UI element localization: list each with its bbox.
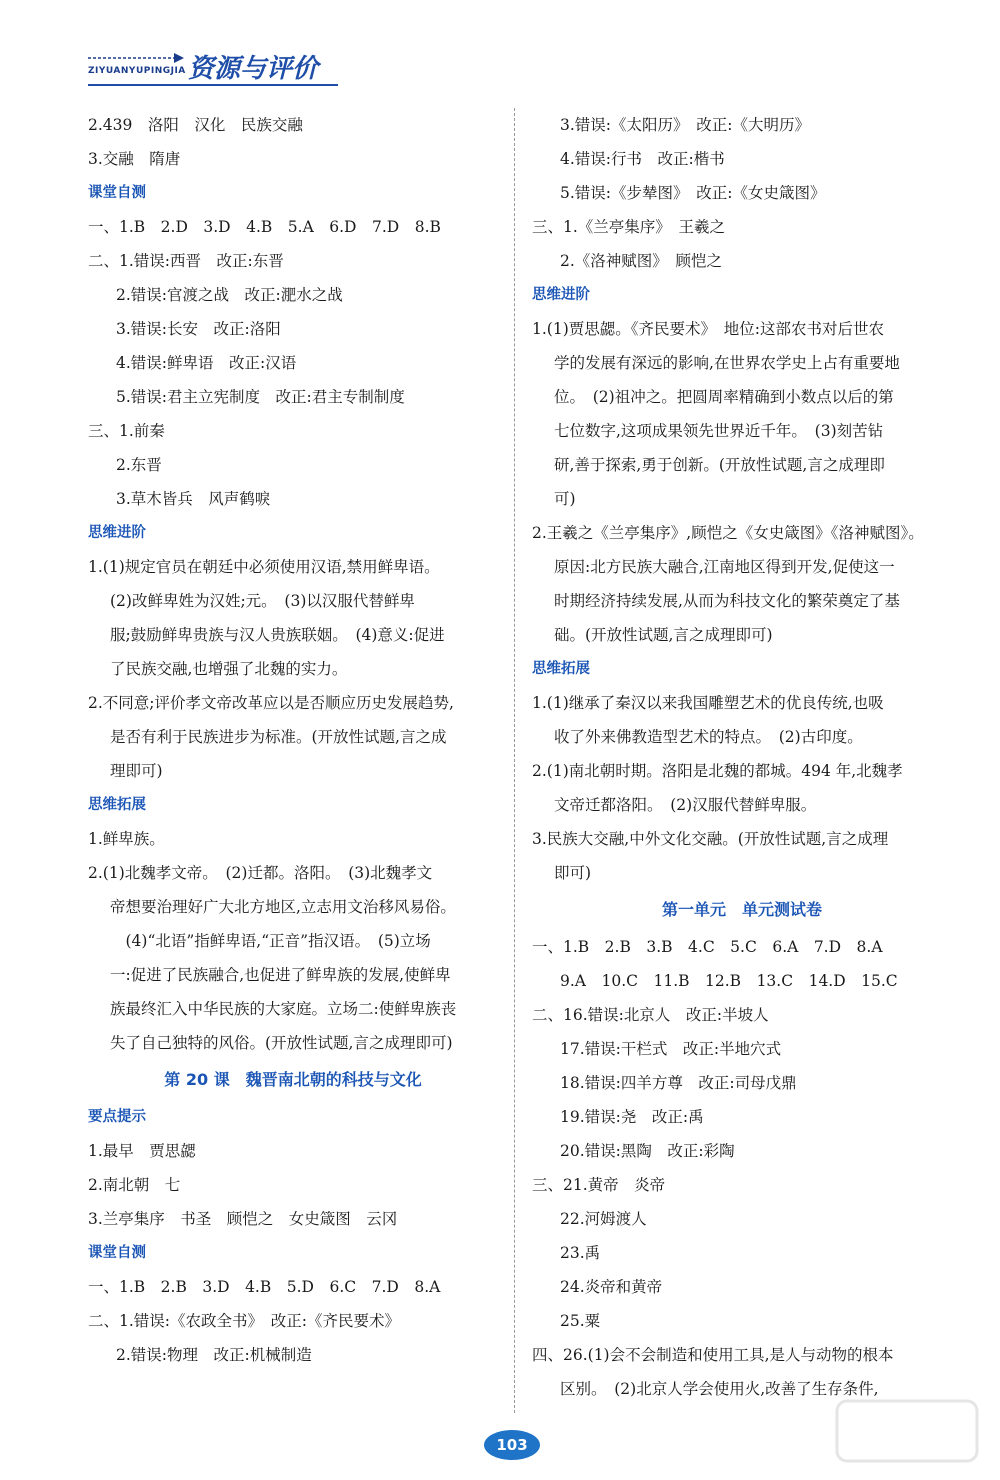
answer-line: 17.错误:干栏式 改正:半地穴式 xyxy=(560,1040,782,1058)
answer-line: 18.错误:四羊方尊 改正:司母戊鼎 xyxy=(560,1074,797,1092)
answer-line: 时期经济持续发展,从而为科技文化的繁荣奠定了基 xyxy=(554,592,900,610)
answer-line: 3.错误:长安 改正:洛阳 xyxy=(116,320,281,338)
section-heading: 课堂自测 xyxy=(88,1245,146,1261)
answer-line: 一:促进了民族融合,也促进了鲜卑族的发展,使鲜卑 xyxy=(110,966,451,984)
answer-line: 理即可) xyxy=(110,762,163,780)
answer-line: (2)改鲜卑姓为汉姓;元。 (3)以汉服代替鲜卑 xyxy=(110,592,415,610)
section-heading: 思维进阶 xyxy=(88,525,146,541)
answer-line: 文帝迁都洛阳。 (2)汉服代替鲜卑服。 xyxy=(554,796,817,814)
answer-line: 三、1.前秦 xyxy=(88,422,165,440)
answer-line: 24.炎帝和黄帝 xyxy=(560,1278,663,1296)
answer-line: 19.错误:尧 改正:禹 xyxy=(560,1108,704,1126)
answer-line: 可) xyxy=(554,490,576,508)
answer-line: 七位数字,这项成果领先世界近千年。 (3)刻苦钻 xyxy=(554,422,884,440)
answer-line: 研,善于探索,勇于创新。(开放性试题,言之成理即 xyxy=(554,456,885,474)
answer-line: 二、16.错误:北京人 改正:半坡人 xyxy=(532,1006,769,1024)
answer-line: 二、1.错误:西晋 改正:东晋 xyxy=(88,252,284,270)
answer-line: 22.河姆渡人 xyxy=(560,1210,647,1228)
answer-line: 原因:北方民族大融合,江南地区得到开发,促使这一 xyxy=(554,558,895,576)
answer-line: 四、26.(1)会不会制造和使用工具,是人与动物的根本 xyxy=(532,1346,894,1364)
answer-line: 2.439 洛阳 汉化 民族交融 xyxy=(88,116,303,134)
arrow-icon xyxy=(88,52,188,64)
answer-line: 2.南北朝 七 xyxy=(88,1176,181,1194)
right-column xyxy=(532,108,952,1406)
answer-line: 9.A 10.C 11.B 12.B 13.C 14.D 15.C xyxy=(560,972,898,990)
section-heading: 课堂自测 xyxy=(88,185,146,201)
answer-line: 2.不同意;评价孝文帝改革应以是否顺应历史发展趋势, xyxy=(88,694,454,712)
answer-line: 4.错误:鲜卑语 改正:汉语 xyxy=(116,354,297,372)
answer-line: 2.《洛神赋图》 顾恺之 xyxy=(560,252,723,270)
answer-line: 三、1.《兰亭集序》 王羲之 xyxy=(532,218,726,236)
lesson-title: 第一单元 单元测试卷 xyxy=(661,900,822,919)
page-number: 103 xyxy=(484,1430,540,1460)
answer-line: 1.(1)继承了秦汉以来我国雕塑艺术的优良传统,也吸 xyxy=(532,694,884,712)
answer-line: 区别。 (2)北京人学会使用火,改善了生存条件, xyxy=(560,1380,879,1398)
answer-line: 3.兰亭集序 书圣 顾恺之 女史箴图 云冈 xyxy=(88,1210,398,1228)
answer-line: 即可) xyxy=(554,864,592,882)
logo-pinyin: ZIYUANYUPINGJIA xyxy=(88,66,186,76)
answer-line: 3.错误:《太阳历》 改正:《大明历》 xyxy=(560,116,810,134)
answer-line: 25.粟 xyxy=(560,1312,601,1330)
answer-line: 1.鲜卑族。 xyxy=(88,830,165,848)
answer-line: 1.(1)贾思勰。《齐民要术》 地位:这部农书对后世农 xyxy=(532,320,884,338)
answer-line: 2.(1)北魏孝文帝。 (2)迁都。洛阳。 (3)北魏孝文 xyxy=(88,864,433,882)
header-rule xyxy=(88,84,338,86)
section-heading: 思维拓展 xyxy=(532,661,590,677)
answer-line: 1.(1)规定官员在朝廷中必须使用汉语,禁用鲜卑语。 xyxy=(88,558,440,576)
lesson-title: 第 20 课 魏晋南北朝的科技与文化 xyxy=(164,1070,422,1089)
watermark-logo xyxy=(832,1396,982,1466)
answer-line: 了民族交融,也增强了北魏的实力。 xyxy=(110,660,348,678)
answer-line: 础。(开放性试题,言之成理即可) xyxy=(554,626,773,644)
answer-line: 2.错误:官渡之战 改正:淝水之战 xyxy=(116,286,343,304)
answer-line: 2.东晋 xyxy=(116,456,162,474)
answer-line: 3.民族大交融,中外文化交融。(开放性试题,言之成理 xyxy=(532,830,889,848)
answer-line: 23.禹 xyxy=(560,1244,601,1262)
column-divider xyxy=(514,108,515,1413)
answer-line: 服;鼓励鲜卑贵族与汉人贵族联姻。 (4)意义:促进 xyxy=(110,626,445,644)
left-column xyxy=(88,108,498,1372)
answer-line: 20.错误:黑陶 改正:彩陶 xyxy=(560,1142,735,1160)
header-logo xyxy=(88,48,338,88)
answer-line: 2.王羲之《兰亭集序》,顾恺之《女史箴图》《洛神赋图》。 xyxy=(532,524,924,542)
answer-line: 4.错误:行书 改正:楷书 xyxy=(560,150,725,168)
answer-line: 5.错误:君主立宪制度 改正:君主专制制度 xyxy=(116,388,405,406)
answer-line: (4)“北语”指鲜卑语,“正音”指汉语。 (5)立场 xyxy=(110,932,431,950)
answer-line: 位。 (2)祖冲之。把圆周率精确到小数点以后的第 xyxy=(554,388,894,406)
answer-line: 帝想要治理好广大北方地区,立志用文治移风易俗。 xyxy=(110,898,456,916)
answer-line: 一、1.B 2.B 3.B 4.C 5.C 6.A 7.D 8.A xyxy=(532,938,883,956)
logo-title: 资源与评价 xyxy=(188,54,319,84)
answer-line: 是否有利于民族进步为标准。(开放性试题,言之成 xyxy=(110,728,447,746)
section-heading: 思维进阶 xyxy=(532,287,590,303)
answer-line: 一、1.B 2.B 3.D 4.B 5.D 6.C 7.D 8.A xyxy=(88,1278,441,1296)
answer-line: 1.最早 贾思勰 xyxy=(88,1142,196,1160)
answer-line: 3.草木皆兵 风声鹤唳 xyxy=(116,490,271,508)
answer-line: 失了自己独特的风俗。(开放性试题,言之成理即可) xyxy=(110,1034,453,1052)
answer-line: 一、1.B 2.D 3.D 4.B 5.A 6.D 7.D 8.B xyxy=(88,218,441,236)
answer-line: 族最终汇入中华民族的大家庭。立场二:使鲜卑族丧 xyxy=(110,1000,457,1018)
section-heading: 思维拓展 xyxy=(88,797,146,813)
answer-line: 5.错误:《步辇图》 改正:《女史箴图》 xyxy=(560,184,826,202)
answer-line: 三、21.黄帝 炎帝 xyxy=(532,1176,666,1194)
answer-line: 2.错误:物理 改正:机械制造 xyxy=(116,1346,312,1364)
answer-line: 3.交融 隋唐 xyxy=(88,150,181,168)
answer-line: 收了外来佛教造型艺术的特点。 (2)古印度。 xyxy=(554,728,863,746)
section-heading: 要点提示 xyxy=(88,1109,146,1125)
answer-line: 2.(1)南北朝时期。洛阳是北魏的都城。494 年,北魏孝 xyxy=(532,762,903,780)
answer-line: 二、1.错误:《农政全书》 改正:《齐民要术》 xyxy=(88,1312,400,1330)
answer-line: 学的发展有深远的影响,在世界农学史上占有重要地 xyxy=(554,354,900,372)
